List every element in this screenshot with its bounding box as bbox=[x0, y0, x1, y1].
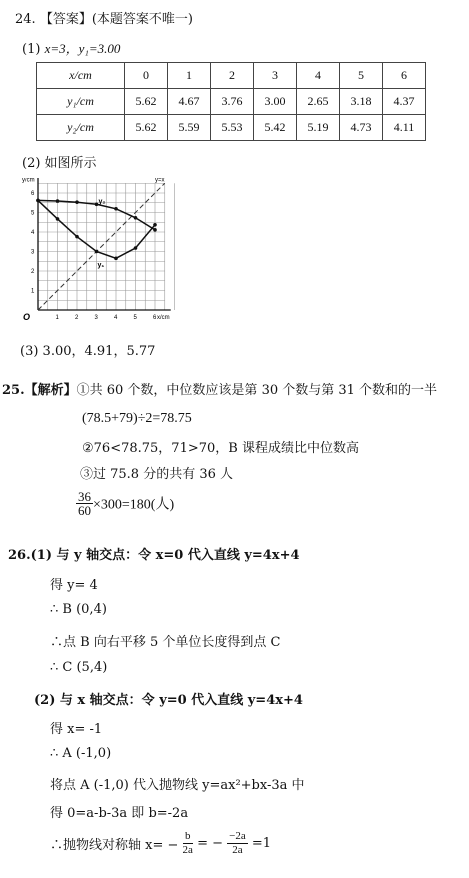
table-cell: 5.62 bbox=[125, 115, 168, 141]
x-tick-label: 3 bbox=[94, 315, 98, 321]
table-cell: 5.59 bbox=[168, 115, 211, 141]
table-cell: 4.11 bbox=[383, 115, 426, 141]
data-point bbox=[95, 250, 99, 254]
table-row-x bbox=[37, 63, 426, 89]
table-cell: 2.65 bbox=[297, 89, 340, 115]
table-cell: 5.53 bbox=[211, 115, 254, 141]
table-cell: 0 bbox=[125, 63, 168, 89]
q26-frac1-den: 2a bbox=[182, 844, 193, 856]
y-tick-label: 2 bbox=[31, 269, 35, 275]
q25-line4: ③过 75.8 分的共有 36 人 bbox=[80, 467, 234, 482]
table-header-y1: y₁/cm bbox=[37, 89, 125, 115]
q24-part2: (2) 如图所示 bbox=[22, 156, 97, 171]
data-point bbox=[75, 200, 79, 204]
data-point bbox=[75, 235, 79, 239]
q26-line: 得 y= 4 bbox=[50, 578, 98, 593]
x-tick-label: 2 bbox=[75, 315, 79, 321]
y-tick-label: 4 bbox=[31, 230, 35, 236]
data-point bbox=[134, 246, 138, 250]
q26-line: ∴ C (5,4) bbox=[50, 660, 108, 675]
q26-eq-minus: = − bbox=[197, 836, 223, 851]
x-tick-label: 5 bbox=[133, 315, 137, 321]
table-cell: 4.37 bbox=[383, 89, 426, 115]
y-tick-label: 3 bbox=[31, 249, 35, 256]
line-y-equals-x-label: y=x bbox=[155, 178, 165, 184]
table-header-x: x/cm bbox=[37, 63, 125, 89]
q25-heading: 25.【解析】 bbox=[2, 383, 77, 398]
q24-data-table bbox=[36, 62, 426, 141]
table-cell: 5.42 bbox=[254, 115, 297, 141]
y-tick-label: 1 bbox=[31, 288, 35, 295]
origin-label: O bbox=[23, 312, 31, 322]
table-row-y2 bbox=[37, 115, 426, 141]
q25-fraction bbox=[76, 490, 93, 517]
q26-line: ∴点 B 向右平移 5 个单位长度得到点 C bbox=[50, 635, 281, 650]
q25-text5: ×300=180(人) bbox=[93, 497, 175, 513]
data-point bbox=[114, 207, 118, 211]
table-cell: 2 bbox=[211, 63, 254, 89]
table-header-y2: y₂/cm bbox=[37, 115, 125, 141]
data-point bbox=[153, 228, 157, 232]
q24-number: 24. bbox=[15, 12, 36, 27]
q24-graph bbox=[20, 178, 190, 338]
q26-axis-prefix: ∴抛物线对称轴 x= − bbox=[50, 838, 179, 853]
table-cell: 1 bbox=[168, 63, 211, 89]
graph-ticks bbox=[31, 191, 157, 321]
curve-y2-label: y₂ bbox=[98, 198, 106, 206]
table-cell: 3.18 bbox=[340, 89, 383, 115]
data-point bbox=[114, 257, 118, 261]
table-cell: 5.19 bbox=[297, 115, 340, 141]
q26-line: ∴ B (0,4) bbox=[50, 602, 107, 617]
q26-line: 得 0=a-b-3a 即 b=-2a bbox=[50, 806, 189, 821]
q25-line3: ②76<78.75，71>70，B 课程成绩比中位数高 bbox=[82, 441, 359, 456]
q26-frac2-den: 2a bbox=[232, 844, 243, 856]
q25-line2: (78.5+79)÷2=78.75 bbox=[82, 411, 192, 426]
table-cell: 3 bbox=[254, 63, 297, 89]
q26-line: 将点 A (-1,0) 代入抛物线 y=ax²+bx-3a 中 bbox=[50, 778, 305, 793]
table-cell: 3.76 bbox=[211, 89, 254, 115]
q26-heading: 26.(1) 与 y 轴交点：令 x=0 代入直线 y=4x+4 bbox=[8, 548, 300, 563]
q24-part1-text: x=3，y₁=3.00 bbox=[44, 41, 121, 56]
q24-part1-label: (1) bbox=[22, 42, 41, 57]
data-point bbox=[56, 199, 60, 203]
table-row-y1 bbox=[37, 89, 426, 115]
y-axis-label: y/cm bbox=[22, 178, 35, 184]
q26-fraction-2 bbox=[227, 830, 248, 857]
x-tick-label: 4 bbox=[114, 315, 118, 321]
q26-line: 得 x= -1 bbox=[50, 722, 103, 737]
q26-fraction-1 bbox=[183, 830, 193, 857]
q25-frac-den: 60 bbox=[78, 503, 91, 518]
y-tick-label: 5 bbox=[31, 210, 35, 217]
x-tick-label: 6 bbox=[153, 315, 157, 321]
q26-axis-line bbox=[50, 830, 271, 857]
data-point bbox=[153, 223, 157, 227]
q26-line: ∴ A (-1,0) bbox=[50, 746, 112, 761]
y-tick-label: 6 bbox=[31, 191, 35, 197]
q26-frac1-num: b bbox=[183, 830, 193, 844]
data-point bbox=[36, 199, 40, 203]
table-cell: 4.73 bbox=[340, 115, 383, 141]
table-cell: 6 bbox=[383, 63, 426, 89]
q24-answer-tag: 【答案】 bbox=[39, 12, 92, 27]
x-tick-label: 1 bbox=[55, 315, 59, 321]
q25-text1: ①共 60 个数，中位数应该是第 30 个数与第 31 个数和的一半 bbox=[76, 383, 438, 398]
data-point bbox=[134, 216, 138, 220]
q26-part2: (2) 与 x 轴交点：令 y=0 代入直线 y=4x+4 bbox=[34, 693, 303, 708]
q24-part3: (3) 3.00，4.91，5.77 bbox=[20, 344, 156, 359]
curve-y1-label: y₁ bbox=[97, 262, 105, 270]
table-cell: 4 bbox=[297, 63, 340, 89]
table-cell: 3.00 bbox=[254, 89, 297, 115]
q24-heading bbox=[15, 8, 193, 27]
data-point bbox=[56, 217, 60, 221]
q25-line5 bbox=[76, 490, 174, 517]
q25-frac-num: 36 bbox=[78, 489, 91, 504]
q26-frac2-num: −2a bbox=[229, 830, 246, 842]
q24-note: (本题答案不唯一) bbox=[91, 12, 193, 27]
table-cell: 5.62 bbox=[125, 89, 168, 115]
x-axis-label: x/cm bbox=[156, 315, 170, 321]
q25-line1 bbox=[2, 379, 437, 398]
q24-part1 bbox=[22, 38, 120, 57]
q26-result: =1 bbox=[251, 836, 272, 851]
table-cell: 5 bbox=[340, 63, 383, 89]
table-cell: 4.67 bbox=[168, 89, 211, 115]
